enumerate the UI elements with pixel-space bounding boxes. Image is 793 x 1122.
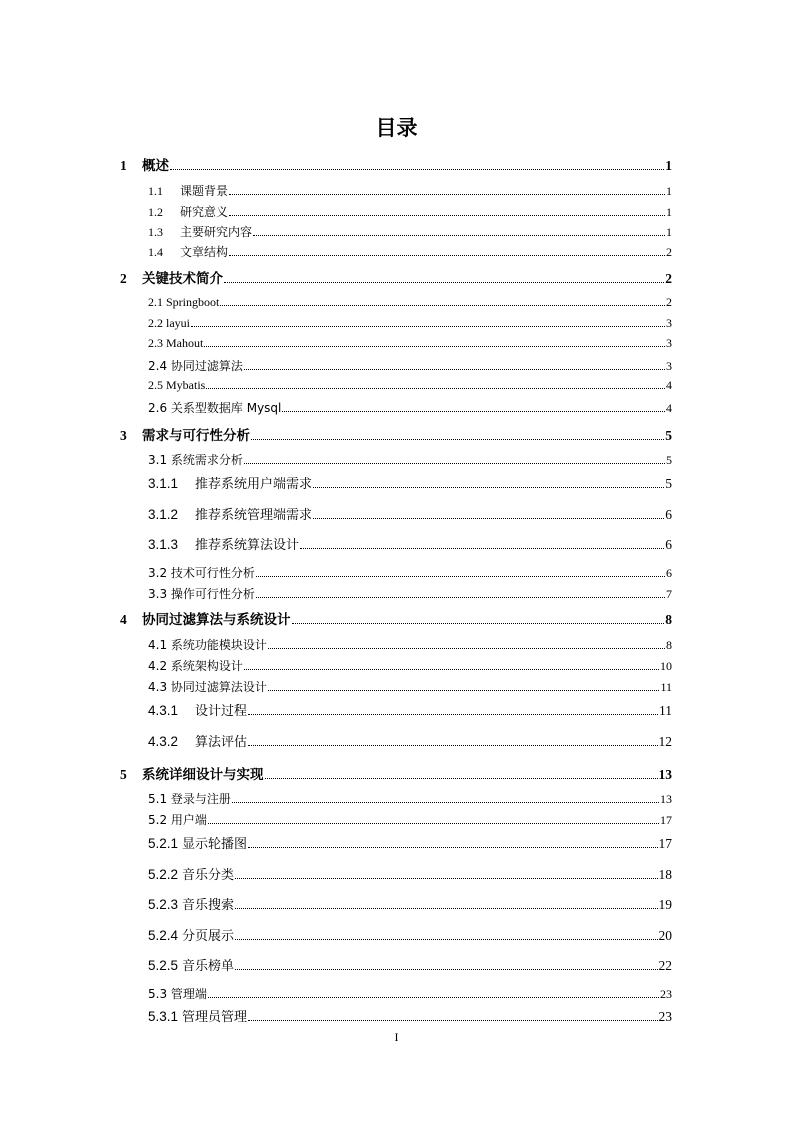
- toc-entry-label: 2.4 协同过滤算法: [148, 359, 243, 373]
- toc-entry-number: 1: [120, 158, 127, 173]
- toc-entry-5-2-5[interactable]: [148, 955, 672, 974]
- toc-entry-label: 4.2 系统架构设计: [148, 659, 243, 673]
- toc-entry-4-3-2[interactable]: [148, 731, 672, 750]
- dot-leader: [244, 369, 665, 370]
- dot-leader: [256, 576, 665, 577]
- dot-leader: [248, 847, 657, 848]
- toc-entry-number: 3: [120, 428, 127, 443]
- toc-entry-number: 1.2: [148, 205, 163, 219]
- dot-leader: [292, 623, 665, 624]
- toc-entry-3-1-1[interactable]: [148, 473, 672, 492]
- toc-entry-number: 5.2.1: [148, 836, 179, 851]
- toc-entry-page: 6: [665, 537, 672, 552]
- toc-entry-number: 3.1.3: [148, 537, 179, 552]
- toc-entry-label: 4.1 系统功能模块设计: [148, 638, 267, 652]
- toc-entry-page: 7: [666, 587, 672, 601]
- toc-entry-label: 推荐系统用户端需求: [195, 477, 313, 492]
- toc-entry-label: 算法评估: [195, 735, 248, 750]
- toc-entry-2-6[interactable]: [148, 399, 672, 416]
- dot-leader: [244, 669, 659, 670]
- toc-entry-label: 音乐分类: [182, 868, 235, 883]
- toc-entry-label: 音乐搜索: [182, 898, 235, 913]
- dot-leader: [220, 305, 665, 306]
- toc-entry-number: 1.1: [148, 184, 163, 198]
- toc-entry-number: 3.1.2: [148, 507, 179, 522]
- toc-entry-1-2[interactable]: [148, 203, 672, 220]
- toc-entry-2-3[interactable]: [148, 336, 672, 351]
- toc-entry-chapter-1[interactable]: [120, 154, 672, 174]
- toc-entry-page: 3: [666, 316, 672, 330]
- dot-leader: [282, 411, 665, 412]
- toc-entry-label: 概述: [142, 158, 169, 174]
- toc-entry-4-3[interactable]: [148, 678, 672, 695]
- toc-entry-label: 2.6 关系型数据库 Mysql: [148, 401, 282, 415]
- toc-entry-label: 协同过滤算法与系统设计: [142, 612, 291, 628]
- toc-entry-page: 12: [658, 734, 672, 749]
- dot-leader: [208, 997, 659, 998]
- toc-entry-page: 5: [665, 476, 672, 491]
- toc-entry-chapter-3[interactable]: [120, 424, 672, 444]
- dot-leader: [224, 282, 664, 283]
- toc-entry-page: 3: [666, 359, 672, 373]
- toc-entry-page: 6: [665, 507, 672, 522]
- toc-entry-label: 3.2 技术可行性分析: [148, 566, 255, 580]
- toc-entry-number: 5.3.1: [148, 1009, 179, 1024]
- toc-entry-5-2-3[interactable]: [148, 894, 672, 913]
- toc-entry-3-1-3[interactable]: [148, 534, 672, 553]
- page-title: 目录: [375, 116, 418, 140]
- toc-entry-label: 课题背景: [180, 184, 229, 198]
- toc-entry-page: 5: [666, 453, 672, 467]
- toc-entry-number: 5: [120, 767, 127, 782]
- toc-entry-number: 5.2.3: [148, 897, 179, 912]
- toc-entry-5-2-4[interactable]: [148, 925, 672, 944]
- toc-entry-label: 设计过程: [195, 704, 248, 719]
- dot-leader: [265, 778, 658, 779]
- toc-entry-label: 文章结构: [180, 245, 229, 259]
- toc-entry-page: 2: [666, 295, 672, 309]
- toc-entry-page: 1: [666, 205, 672, 219]
- dot-leader: [235, 969, 657, 970]
- toc-entry-5-3-1[interactable]: [148, 1006, 672, 1025]
- dot-leader: [256, 597, 665, 598]
- toc-entry-page: 5: [665, 428, 672, 443]
- toc-entry-number: 2: [120, 271, 127, 286]
- toc-entry-label: 关键技术简介: [142, 271, 223, 287]
- toc-entry-page: 20: [658, 928, 672, 943]
- toc-entry-label: 分页展示: [182, 929, 235, 944]
- dot-leader: [235, 878, 657, 879]
- toc-entry-2-5[interactable]: [148, 378, 672, 393]
- toc-entry-number: 5.2.4: [148, 928, 179, 943]
- toc-entry-3-1-2[interactable]: [148, 504, 672, 523]
- toc-entry-chapter-5[interactable]: [120, 763, 672, 783]
- toc-entry-page: 1: [665, 158, 672, 173]
- toc-entry-1-1[interactable]: [148, 182, 672, 199]
- toc-entry-number: 4.3.2: [148, 734, 179, 749]
- toc-entry-label: 5.1 登录与注册: [148, 792, 231, 806]
- toc-entry-page: 4: [666, 401, 672, 415]
- dot-leader: [208, 823, 659, 824]
- toc-entry-page: 1: [666, 184, 672, 198]
- toc-entry-label: 显示轮播图: [182, 837, 248, 852]
- toc-entry-label: 5.3 管理端: [148, 987, 207, 1001]
- toc-entry-4-2[interactable]: [148, 657, 672, 674]
- toc-entry-page: 19: [658, 897, 672, 912]
- dot-leader: [232, 802, 659, 803]
- toc-entry-number: 1.4: [148, 245, 163, 259]
- toc-entry-page: 23: [660, 987, 672, 1001]
- toc-entry-page: 10: [660, 659, 672, 673]
- toc-entry-number: 1.3: [148, 225, 163, 239]
- toc-entry-5-3[interactable]: [148, 985, 672, 1002]
- toc-entry-label: 2.3 Mahout: [148, 336, 204, 350]
- toc-entry-page: 23: [658, 1009, 672, 1024]
- dot-leader: [300, 548, 664, 549]
- toc-entry-5-2[interactable]: [148, 811, 672, 828]
- toc-entry-page: 13: [660, 792, 672, 806]
- dot-leader: [313, 518, 664, 519]
- toc-entry-number: 5.2.2: [148, 867, 179, 882]
- toc-entry-3-3[interactable]: [148, 585, 672, 602]
- toc-entry-page: 2: [665, 271, 672, 286]
- dot-leader: [251, 439, 664, 440]
- dot-leader: [244, 463, 665, 464]
- dot-leader: [253, 235, 665, 236]
- dot-leader: [235, 908, 657, 909]
- toc-entry-page: 8: [666, 638, 672, 652]
- footer-page-number: I: [394, 1030, 399, 1044]
- toc-entry-page: 4: [666, 378, 672, 392]
- toc-entry-label: 2.2 layui: [148, 316, 190, 330]
- toc-entry-4-1[interactable]: [148, 636, 672, 653]
- dot-leader: [248, 745, 657, 746]
- toc-entry-label: 推荐系统算法设计: [195, 538, 300, 553]
- dot-leader: [191, 326, 665, 327]
- toc-entry-page: 17: [658, 836, 672, 851]
- toc-entry-number: 3.1.1: [148, 476, 179, 491]
- toc-entry-page: 13: [658, 767, 672, 782]
- toc-entry-5-1[interactable]: [148, 790, 672, 807]
- toc-entry-3-1[interactable]: [148, 451, 672, 468]
- toc-entry-page: 18: [658, 867, 672, 882]
- toc-entry-page: 22: [658, 958, 672, 973]
- toc-entry-label: 4.3 协同过滤算法设计: [148, 680, 267, 694]
- dot-leader: [313, 487, 664, 488]
- dot-leader: [268, 690, 660, 691]
- toc-entry-label: 2.1 Springboot: [148, 295, 220, 309]
- dot-leader: [248, 714, 658, 715]
- dot-leader: [206, 388, 665, 389]
- dot-leader: [268, 648, 665, 649]
- toc-entry-page: 17: [660, 813, 672, 827]
- toc-entry-2-1[interactable]: [148, 295, 672, 310]
- toc-entry-label: 需求与可行性分析: [142, 428, 250, 444]
- toc-entry-5-2-2[interactable]: [148, 864, 672, 883]
- toc-entry-label: 研究意义: [180, 205, 229, 219]
- toc-entry-label: 主要研究内容: [180, 225, 253, 239]
- toc-entry-2-2[interactable]: [148, 316, 672, 331]
- toc-entry-chapter-4[interactable]: [120, 608, 672, 628]
- toc-entry-label: 管理员管理: [182, 1010, 248, 1025]
- toc-entry-label: 5.2 用户端: [148, 813, 207, 827]
- toc-entry-label: 3.3 操作可行性分析: [148, 587, 255, 601]
- toc-entry-3-2[interactable]: [148, 564, 672, 581]
- dot-leader: [170, 169, 664, 170]
- toc-entry-label: 音乐榜单: [182, 959, 235, 974]
- toc-entry-label: 推荐系统管理端需求: [195, 508, 313, 523]
- toc-entry-label: 3.1 系统需求分析: [148, 453, 243, 467]
- toc-entry-number: 4: [120, 612, 127, 627]
- toc-entry-number: 5.2.5: [148, 958, 179, 973]
- toc-entry-page: 8: [665, 612, 672, 627]
- toc-entry-page: 11: [660, 680, 672, 694]
- toc-entry-page: 1: [666, 225, 672, 239]
- toc-entry-1-4[interactable]: [148, 243, 672, 260]
- toc-entry-page: 2: [666, 245, 672, 259]
- toc-entry-2-4[interactable]: [148, 357, 672, 374]
- dot-leader: [235, 939, 657, 940]
- dot-leader: [229, 194, 665, 195]
- toc-entry-chapter-2[interactable]: [120, 267, 672, 287]
- dot-leader: [229, 215, 665, 216]
- toc-entry-page: 11: [659, 703, 672, 718]
- toc-entry-label: 系统详细设计与实现: [142, 767, 264, 783]
- toc-entry-label: 2.5 Mybatis: [148, 378, 206, 392]
- dot-leader: [248, 1020, 657, 1021]
- toc-entry-5-2-1[interactable]: [148, 833, 672, 852]
- toc-entry-page: 6: [666, 566, 672, 580]
- toc-entry-page: 3: [666, 336, 672, 350]
- toc-entry-number: 4.3.1: [148, 703, 179, 718]
- dot-leader: [229, 255, 665, 256]
- toc-entry-1-3[interactable]: [148, 223, 672, 240]
- dot-leader: [204, 346, 665, 347]
- toc-entry-4-3-1[interactable]: [148, 700, 672, 719]
